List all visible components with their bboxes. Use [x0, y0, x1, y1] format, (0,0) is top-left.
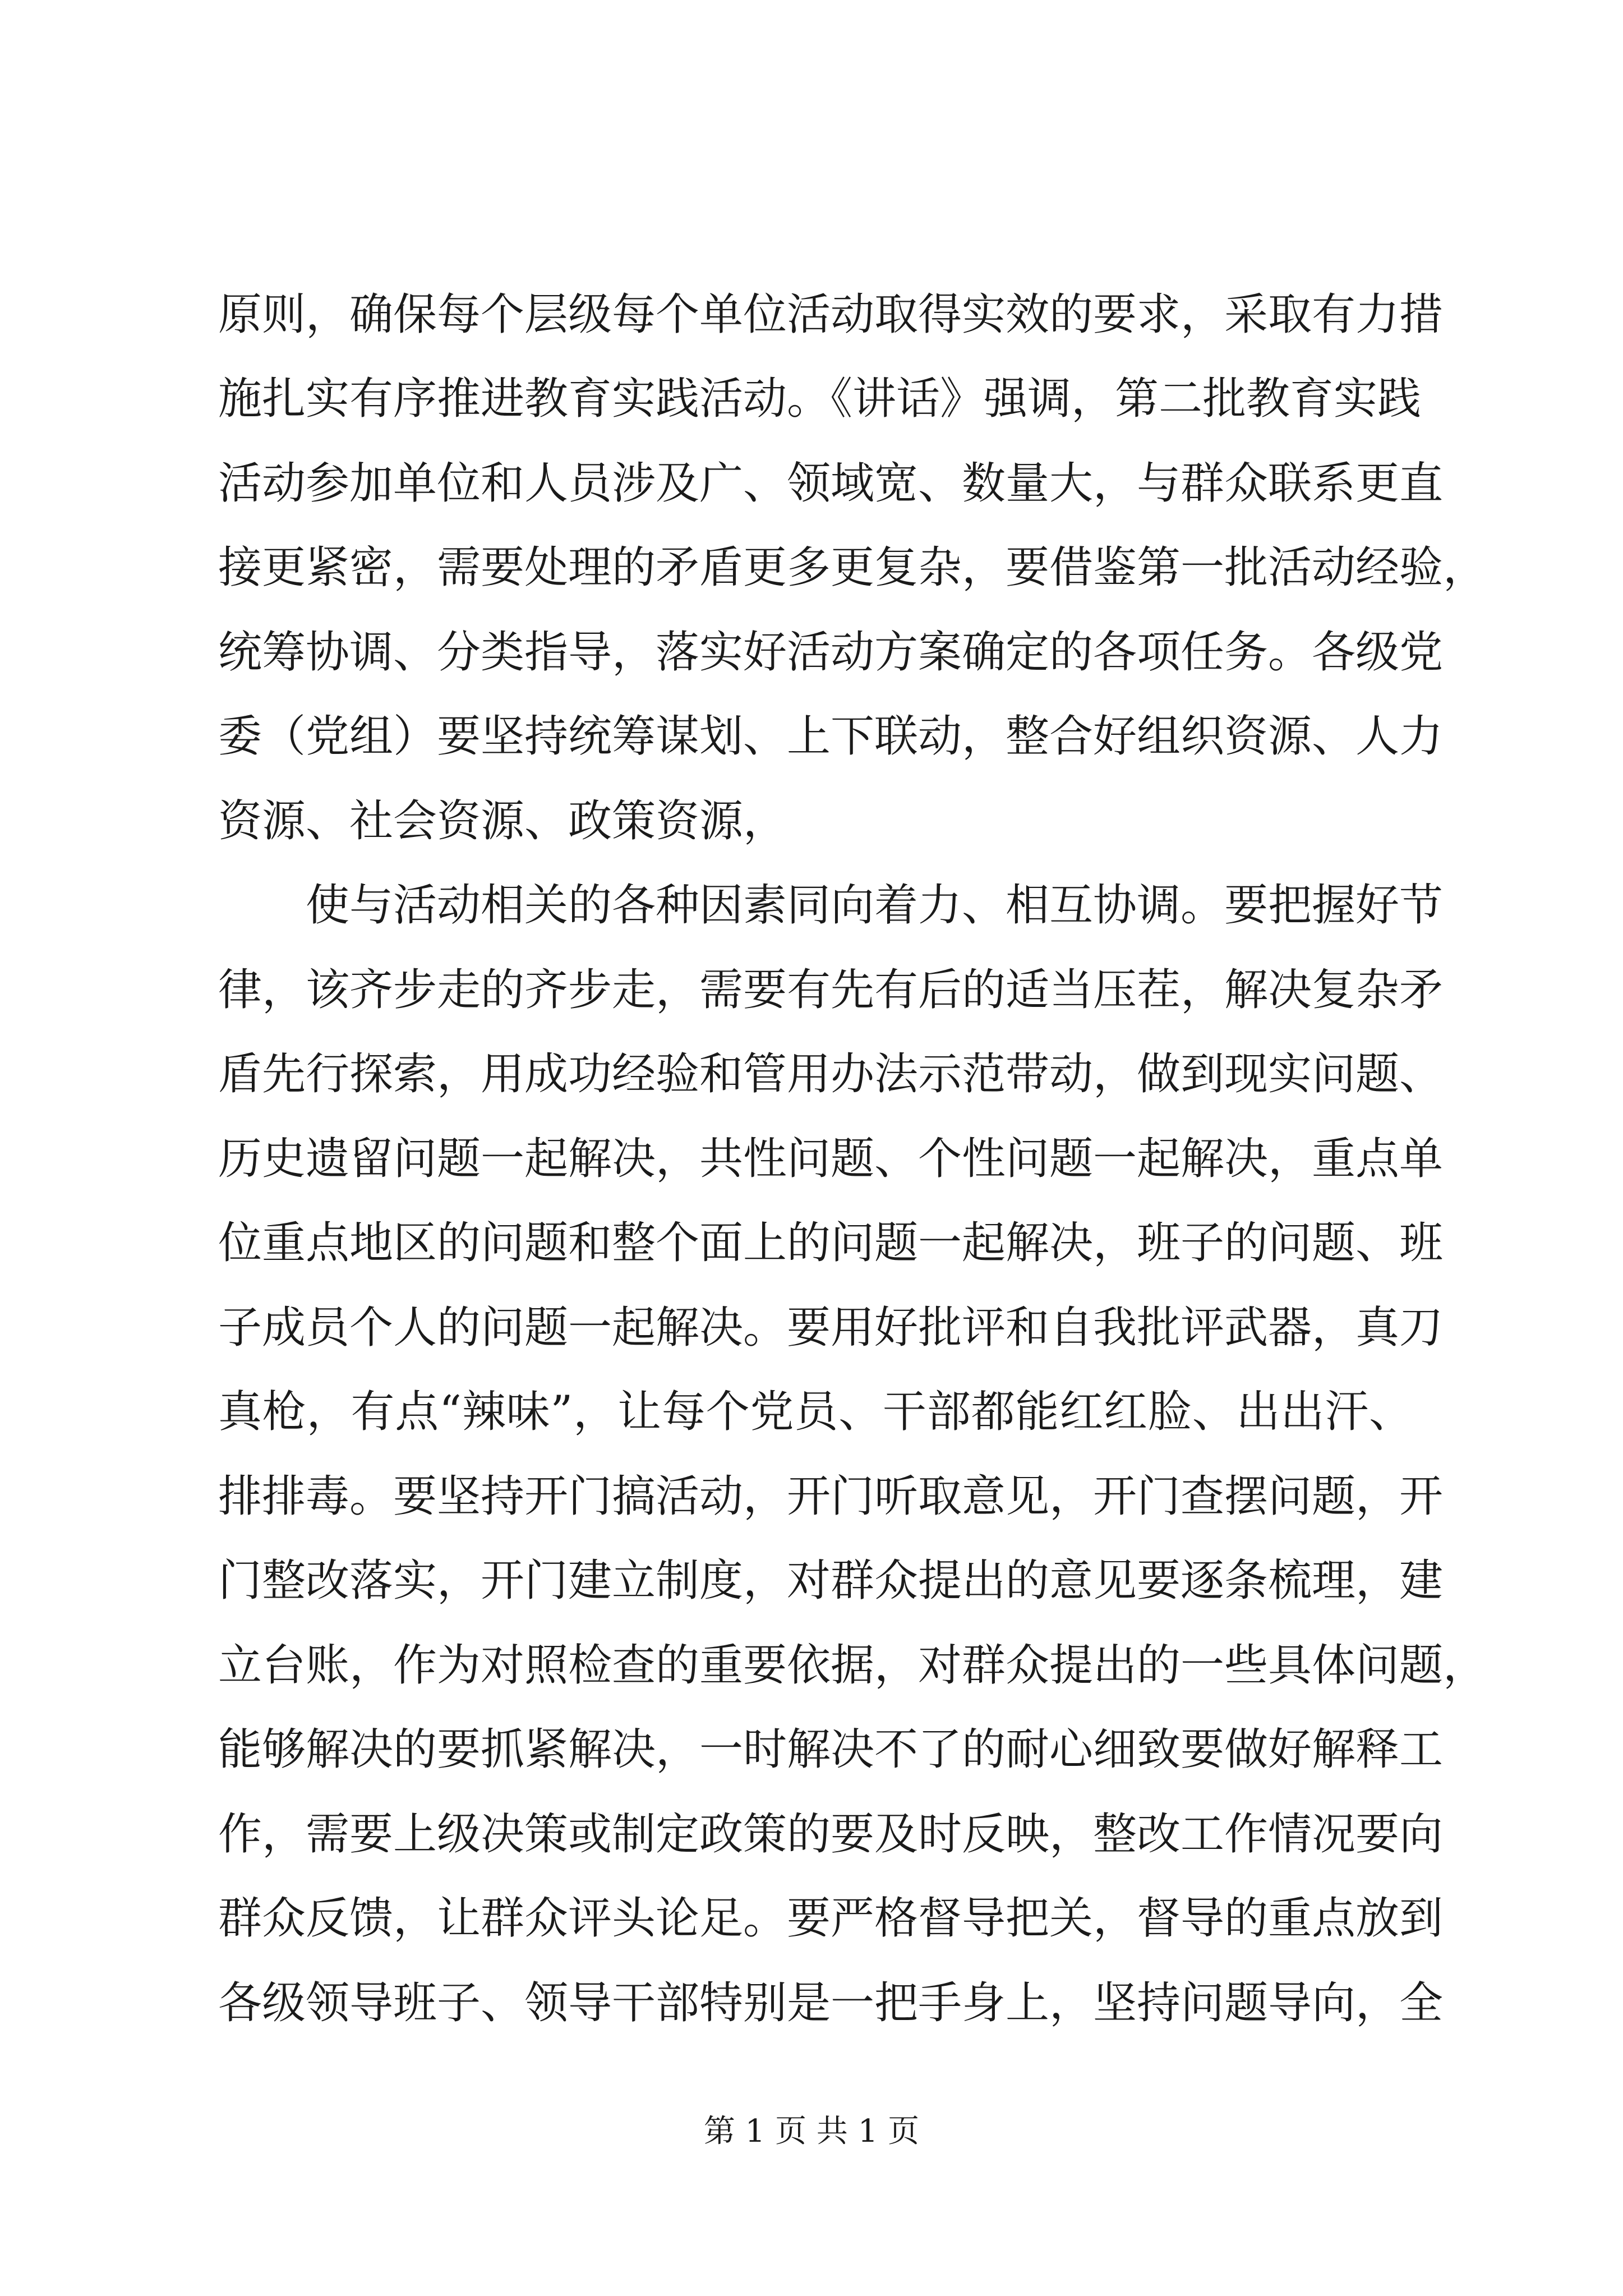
text-line: 排排毒。要坚持开门搞活动，开门听取意见，开门查摆问题，开 — [218, 1471, 1444, 1522]
page-footer: 第 1 页 共 1 页 — [703, 2113, 920, 2150]
text-line: 原则，确保每个层级每个单位活动取得实效的要求，采取有力措 — [218, 289, 1444, 340]
text-line: 位重点地区的问题和整个面上的问题一起解决，班子的问题、班 — [218, 1218, 1444, 1268]
text-line: 门整改落实，开门建立制度，对群众提出的意见要逐条梳理，建 — [218, 1556, 1444, 1606]
text-line: 立台账，作为对照检查的重要依据，对群众提出的一些具体问题， — [218, 1640, 1487, 1691]
paragraph-first-line: 使与活动相关的各种因素同向着力、相互协调。要把握好节 — [306, 880, 1444, 931]
text-line: 接更紧密，需要处理的矛盾更多更复杂，要借鉴第一批活动经验， — [218, 542, 1487, 593]
text-line: 委（党组）要坚持统筹谋划、上下联动，整合好组织资源、人力 — [218, 711, 1444, 762]
text-line: 各级领导班子、领导干部特别是一把手身上，坚持问题导向，全 — [218, 1978, 1444, 2028]
text-line: 子成员个人的问题一起解决。要用好批评和自我批评武器，真刀 — [218, 1303, 1444, 1353]
text-line: 群众反馈，让群众评头论足。要严格督导把关，督导的重点放到 — [218, 1893, 1444, 1944]
text-line: 统筹协调、分类指导，落实好活动方案确定的各项任务。各级党 — [218, 627, 1444, 678]
text-line: 律，该齐步走的齐步走，需要有先有后的适当压茬，解决复杂矛 — [218, 965, 1444, 1015]
text-line: 历史遗留问题一起解决，共性问题、个性问题一起解决，重点单 — [218, 1134, 1444, 1184]
text-line: 施扎实有序推进教育实践活动。《讲话》强调，第二批教育实践 — [218, 374, 1422, 424]
text-line: 能够解决的要抓紧解决，一时解决不了的耐心细致要做好解释工 — [218, 1724, 1444, 1775]
text-line: 作，需要上级决策或制定政策的要及时反映，整改工作情况要向 — [218, 1809, 1444, 1860]
text-line: 活动参加单位和人员涉及广、领域宽、数量大，与群众联系更直 — [218, 458, 1444, 509]
text-line: 真枪，有点“辣味”，让每个党员、干部都能红红脸、出出汗、 — [218, 1387, 1413, 1437]
text-line: 资源、社会资源、政策资源， — [218, 796, 787, 846]
text-line: 盾先行探索，用成功经验和管用办法示范带动，做到现实问题、 — [218, 1049, 1444, 1099]
